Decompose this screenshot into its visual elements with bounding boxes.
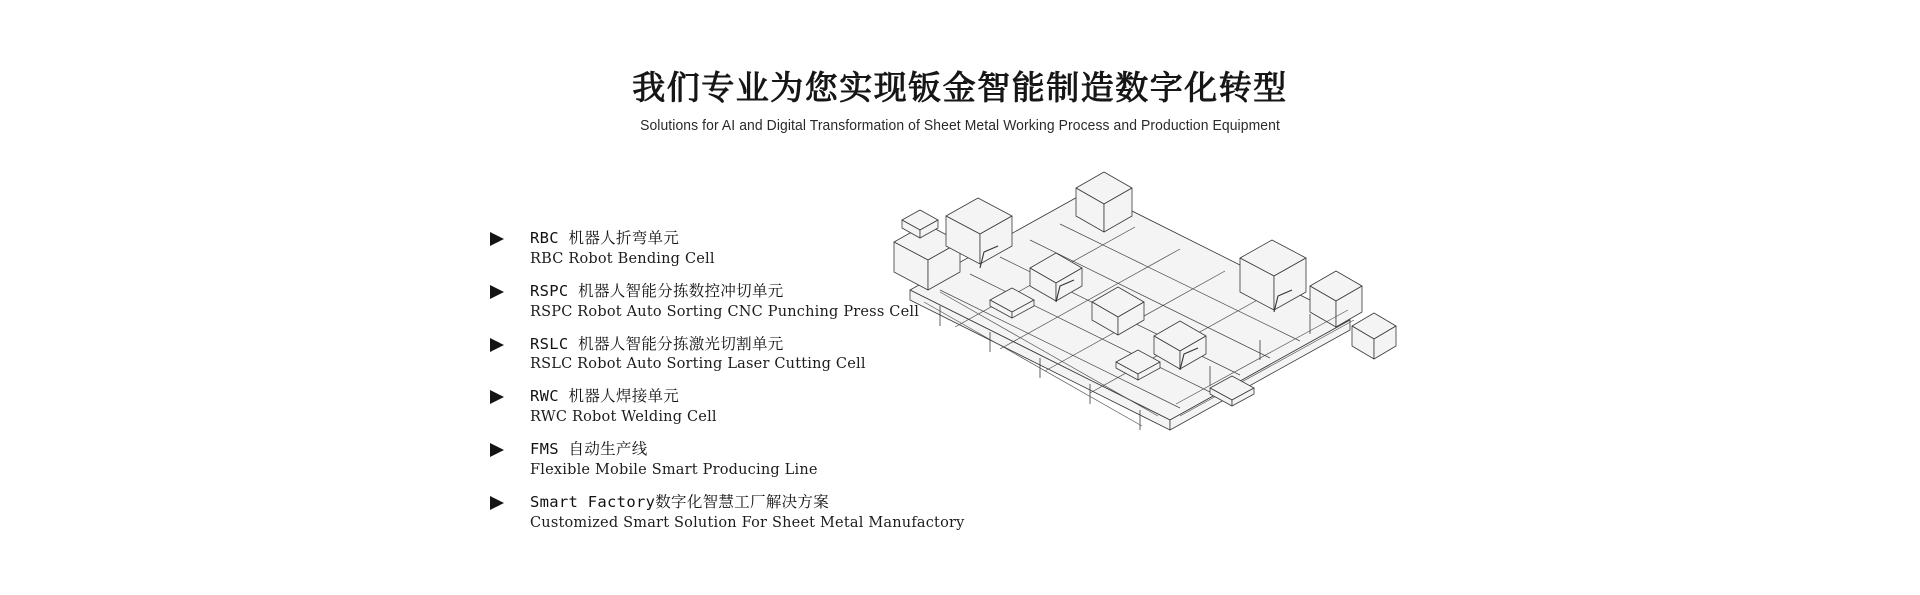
triangle-bullet-icon xyxy=(490,232,504,246)
triangle-bullet-icon xyxy=(490,443,504,457)
triangle-bullet-icon xyxy=(490,285,504,299)
feature-title-en: Flexible Mobile Smart Producing Line xyxy=(530,461,818,478)
list-item[interactable] xyxy=(490,492,965,533)
feature-title-cn: RWC 机器人焊接单元 xyxy=(530,387,680,406)
feature-title-en: Customized Smart Solution For Sheet Metal Manufactory xyxy=(530,514,965,531)
list-item[interactable] xyxy=(490,386,910,427)
feature-list xyxy=(490,228,965,545)
factory-line-illustration xyxy=(880,150,1440,450)
list-item[interactable] xyxy=(490,334,910,375)
triangle-bullet-icon xyxy=(490,496,504,510)
feature-title-en: RSLC Robot Auto Sorting Laser Cutting Cell xyxy=(530,356,866,373)
page-header xyxy=(0,68,1920,134)
triangle-bullet-icon xyxy=(490,338,504,352)
feature-title-cn: FMS 自动生产线 xyxy=(530,440,648,459)
feature-title-en: RWC Robot Welding Cell xyxy=(530,409,717,426)
feature-title-cn: Smart Factory数字化智慧工厂解决方案 xyxy=(530,492,830,511)
list-item[interactable] xyxy=(490,228,910,269)
triangle-bullet-icon xyxy=(490,390,504,404)
feature-title-en: RBC Robot Bending Cell xyxy=(530,250,715,267)
feature-title-cn: RSPC 机器人智能分拣数控冲切单元 xyxy=(530,281,784,300)
page-subtitle: Solutions for AI and Digital Transformation of Sheet Metal Working Process and Production Equipment xyxy=(640,117,1280,134)
isometric-production-line-icon xyxy=(880,150,1440,450)
feature-title-cn: RBC 机器人折弯单元 xyxy=(530,229,680,247)
list-item[interactable] xyxy=(490,281,920,322)
feature-title-en: RSPC Robot Auto Sorting CNC Punching Press Cell xyxy=(530,303,920,320)
feature-title-cn: RSLC 机器人智能分拣激光切割单元 xyxy=(530,334,784,353)
page-title: 我们专业为您实现钣金智能制造数字化转型 xyxy=(632,68,1288,107)
list-item[interactable] xyxy=(490,439,910,480)
